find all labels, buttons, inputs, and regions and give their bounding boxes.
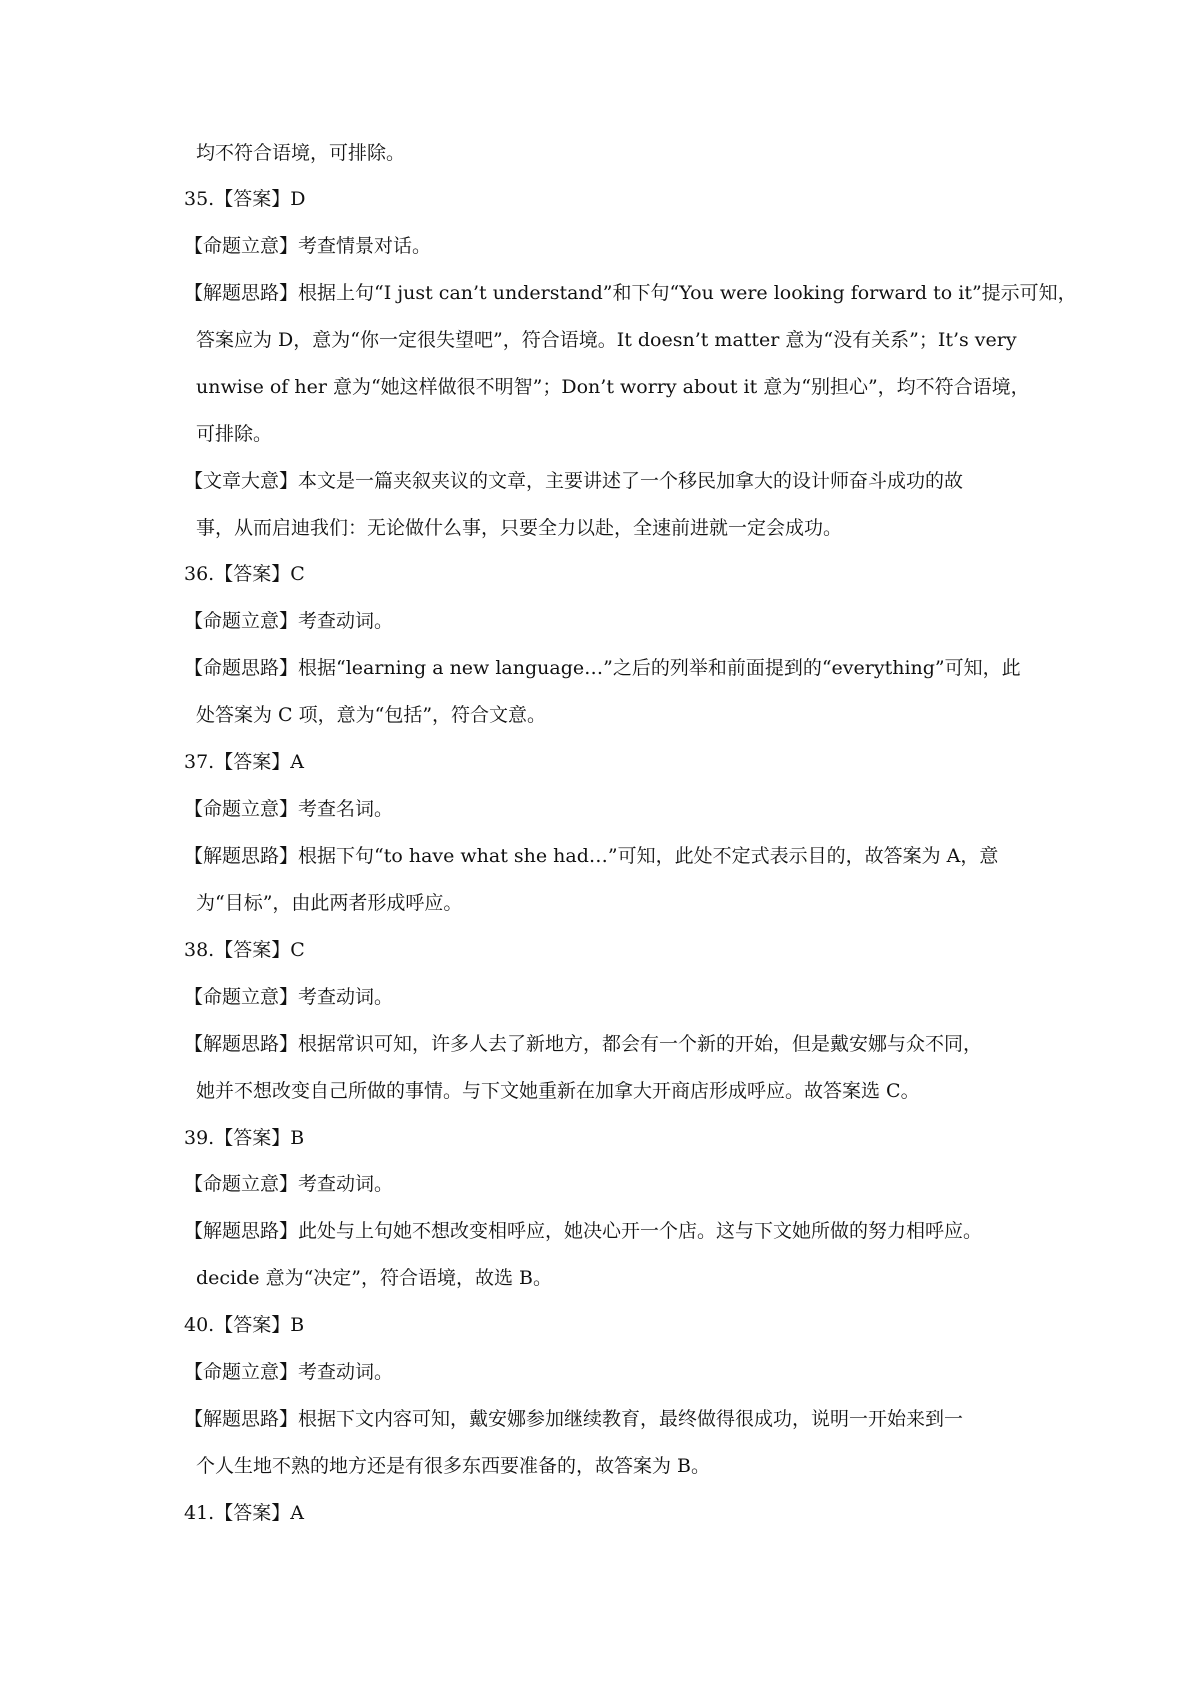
text-line: 【命题立意】考查情景对话。 [184, 235, 432, 257]
answer-line: 37.【答案】A [184, 751, 304, 773]
text-line: 【命题立意】考查动词。 [184, 610, 394, 632]
text-line: 【文章大意】本文是一篇夹叙夹议的文章，主要讲述了一个移民加拿大的设计师奋斗成功的故 [184, 470, 964, 492]
text-line: 【命题立意】考查动词。 [184, 1361, 394, 1383]
text-line: 个人生地不熟的地方还是有很多东西要准备的，故答案为 B。 [196, 1455, 711, 1477]
answer-line: 40.【答案】B [184, 1314, 305, 1336]
text-line: 【解题思路】根据上句“I just can’t understand”和下句“You were looking forward to it”提示可知， [184, 282, 1077, 304]
text-line: unwise of her 意为“她这样做很不明智”；Don’t worry about it 意为“别担心”，均不符合语境， [196, 376, 1030, 398]
text-line: 【命题思路】根据“learning a new language…”之后的列举和前面提到的“everything”可知，此 [184, 657, 1021, 679]
text-line: 可排除。 [196, 423, 273, 445]
text-line: 均不符合语境，可排除。 [196, 142, 406, 164]
answer-line: 39.【答案】B [184, 1127, 305, 1149]
answer-line: 41.【答案】A [184, 1502, 304, 1524]
text-line: 【解题思路】根据下句“to have what she had…”可知，此处不定式表示目的，故答案为 A，意 [184, 845, 999, 867]
text-line: 【解题思路】此处与上句她不想改变相呼应，她决心开一个店。这与下文她所做的努力相呼应。 [184, 1220, 983, 1242]
answer-line: 35.【答案】D [184, 188, 306, 210]
text-line: 【解题思路】根据常识可知，许多人去了新地方，都会有一个新的开始，但是戴安娜与众不同， [184, 1033, 983, 1055]
text-line: 为“目标”，由此两者形成呼应。 [196, 892, 463, 914]
text-line: 处答案为 C 项，意为“包括”，符合文意。 [196, 704, 547, 726]
text-line: 【命题立意】考查动词。 [184, 1173, 394, 1195]
answer-line: 36.【答案】C [184, 563, 305, 585]
text-line: 【解题思路】根据下文内容可知，戴安娜参加继续教育，最终做得很成功，说明一开始来到一 [184, 1408, 964, 1430]
text-line: 【命题立意】考查动词。 [184, 986, 394, 1008]
text-line: decide 意为“决定”，符合语境，故选 B。 [196, 1267, 553, 1289]
text-line: 她并不想改变自己所做的事情。与下文她重新在加拿大开商店形成呼应。故答案选 C。 [196, 1080, 920, 1102]
answer-line: 38.【答案】C [184, 939, 305, 961]
text-line: 【命题立意】考查名词。 [184, 798, 394, 820]
text-line: 事，从而启迪我们：无论做什么事，只要全力以赴，全速前进就一定会成功。 [196, 517, 843, 539]
text-line: 答案应为 D，意为“你一定很失望吧”，符合语境。It doesn’t matter 意为“没有关系”；It’s very [196, 329, 1017, 351]
